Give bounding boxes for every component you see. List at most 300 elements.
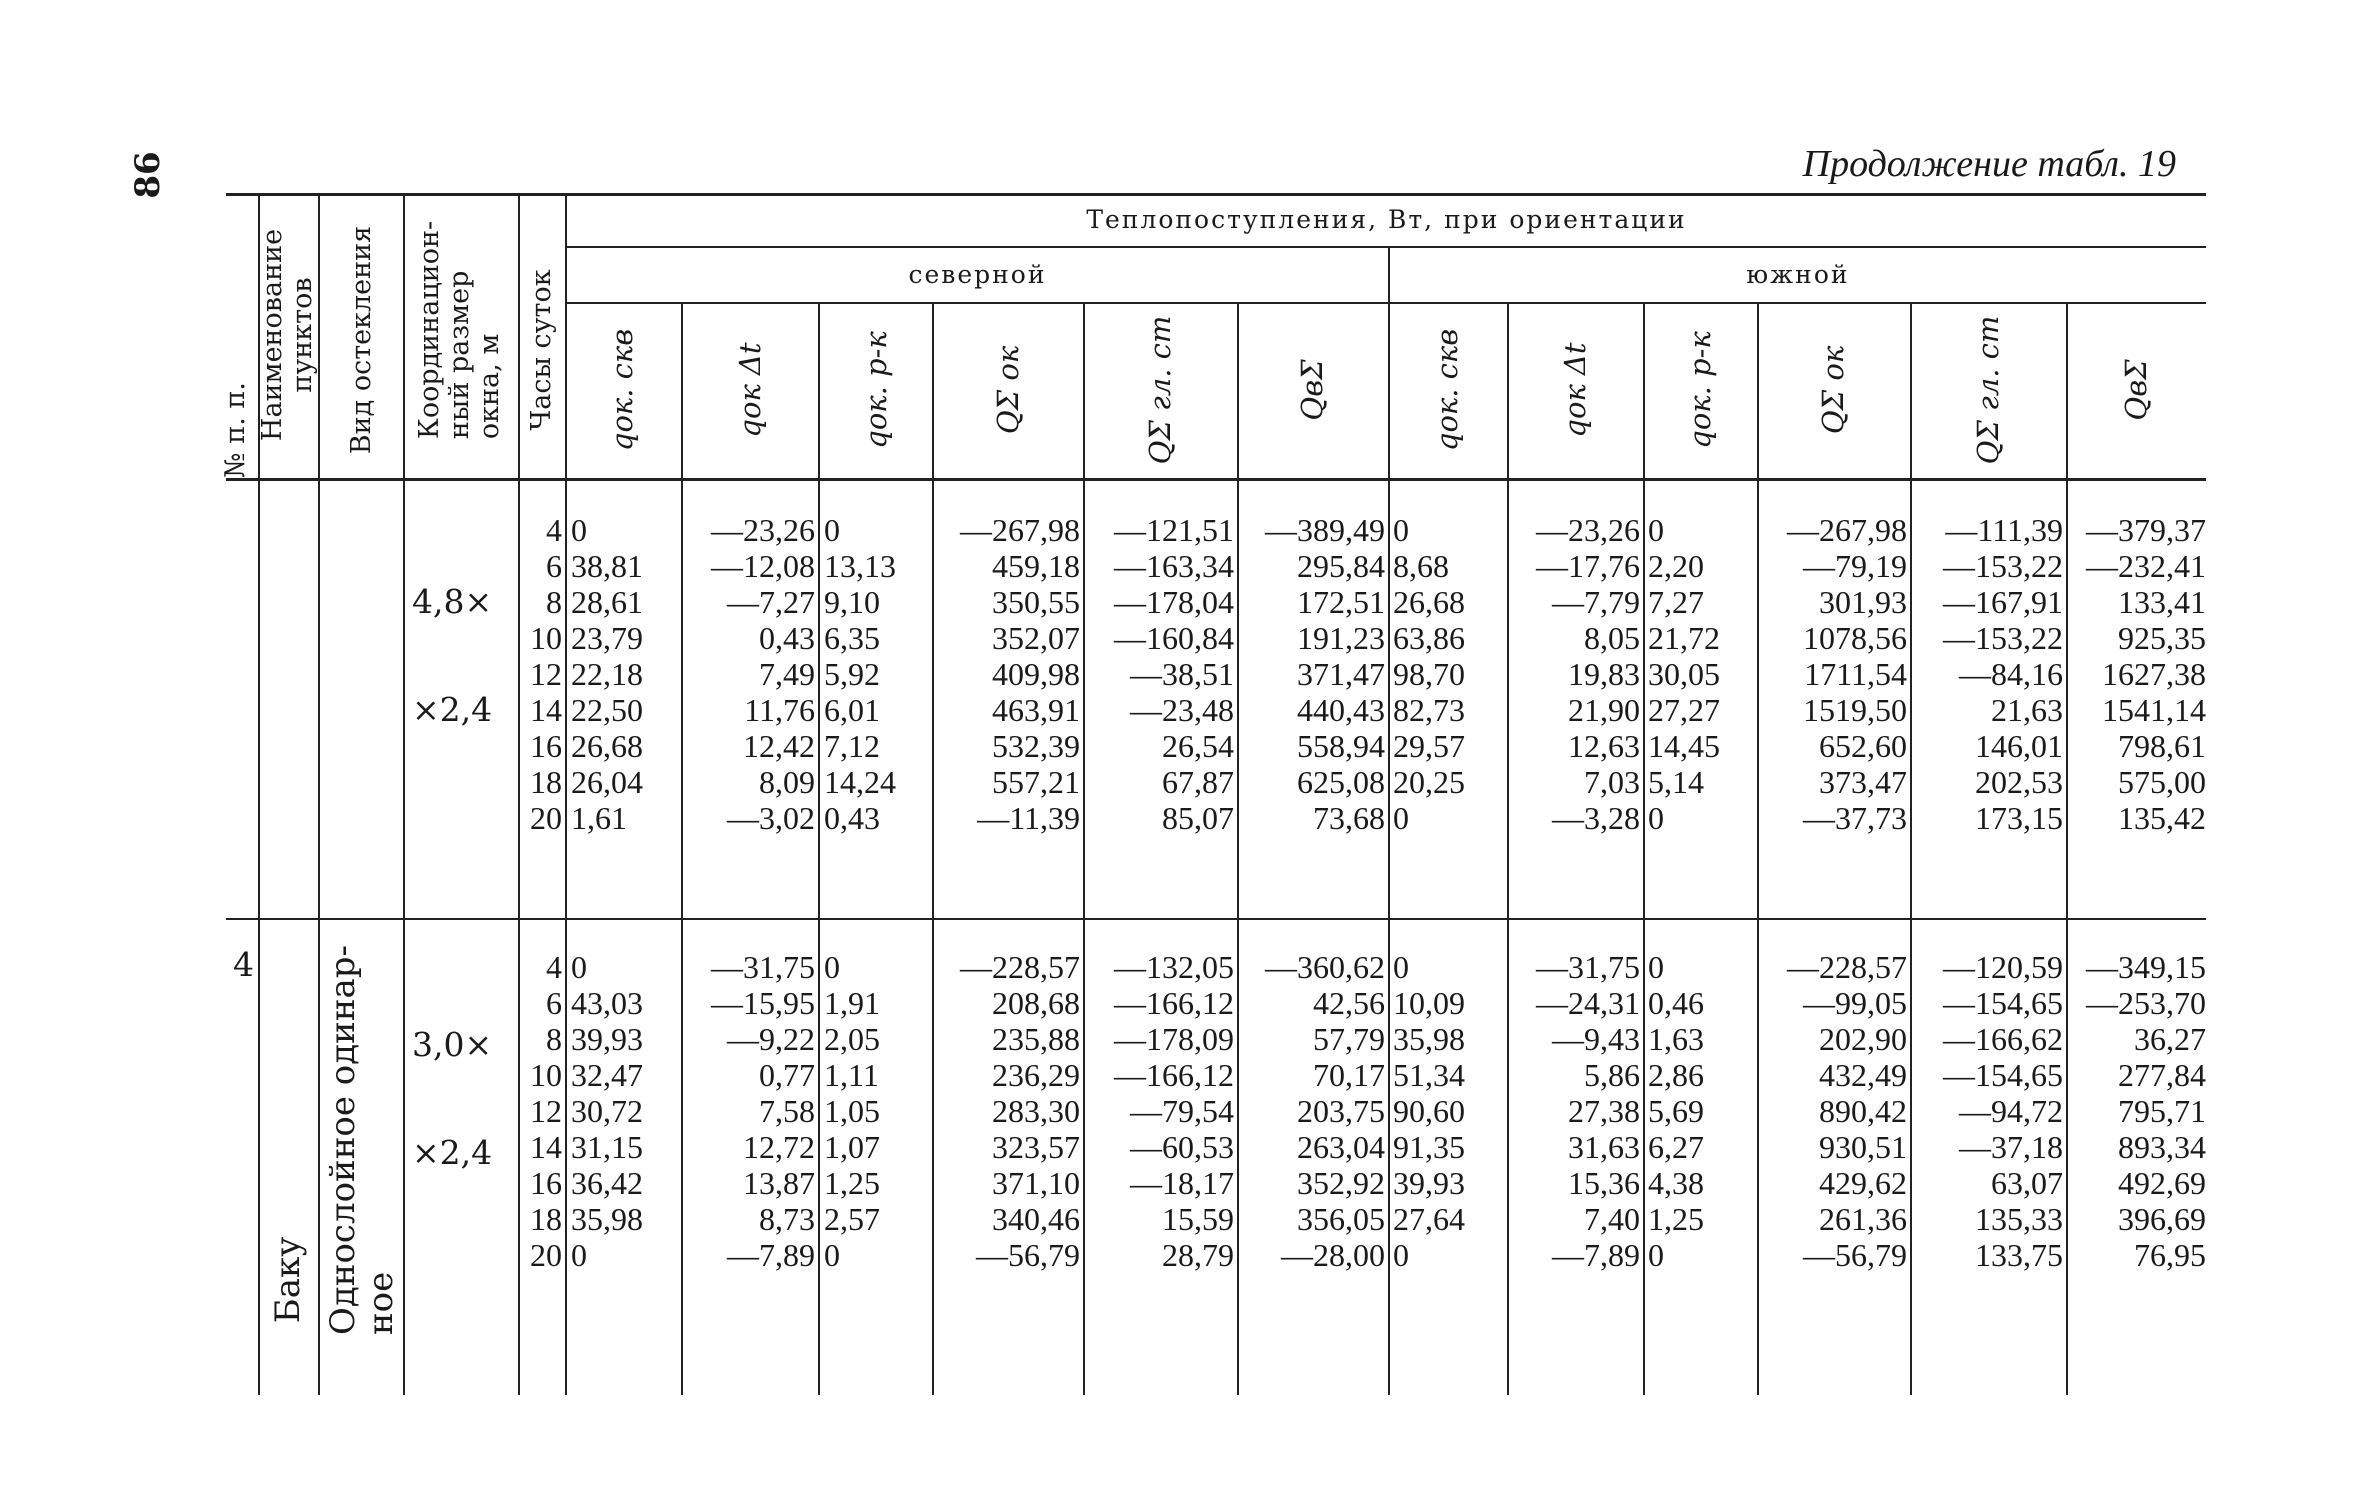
table-cell: 9,10 <box>824 584 880 620</box>
table-cell: 19,83 <box>1568 656 1640 692</box>
table-cell: 8,73 <box>759 1201 815 1237</box>
table-cell: —267,98 <box>1787 512 1907 548</box>
table-cell: 0 <box>1648 800 1664 836</box>
block2-north-q-rk-column <box>824 949 930 1273</box>
table-cell: 459,18 <box>992 548 1080 584</box>
block1-south-q-dt-column <box>1509 512 1640 836</box>
table-cell: 6 <box>546 985 562 1021</box>
table-cell: 396,69 <box>2118 1201 2206 1237</box>
header-q-skv-north: qок. скв <box>605 328 639 452</box>
block1-hours-column <box>518 512 562 836</box>
table-cell: 1541,14 <box>2102 692 2206 728</box>
block2-window-size <box>412 955 492 1207</box>
table-cell: 27,64 <box>1393 1201 1465 1237</box>
block1-north-q-gl-column <box>1085 512 1234 836</box>
table-cell: 492,69 <box>2118 1165 2206 1201</box>
table-cell: 1,63 <box>1648 1021 1704 1057</box>
table-cell: —7,89 <box>1552 1237 1640 1273</box>
continuation-title: Продолжение табл. 19 <box>1802 143 2176 185</box>
table-cell: 202,90 <box>1819 1021 1907 1057</box>
window-size-line: ×2,4 <box>412 690 493 729</box>
block1-south-q-gl-column <box>1912 512 2063 836</box>
table-cell: 12,42 <box>743 728 815 764</box>
header-north: северной <box>908 260 1047 289</box>
table-cell: 29,57 <box>1393 728 1465 764</box>
table-cell: —79,54 <box>1130 1093 1234 1129</box>
table-cell: —38,51 <box>1130 656 1234 692</box>
table-cell: 22,18 <box>571 656 643 692</box>
table-cell: 11,76 <box>744 692 815 728</box>
table-cell: 26,54 <box>1162 728 1234 764</box>
table-cell: 135,42 <box>2118 800 2206 836</box>
rule-between-blocks <box>226 918 2206 920</box>
vrule <box>318 193 320 1395</box>
header-name <box>258 229 318 441</box>
table-cell: 409,98 <box>992 656 1080 692</box>
table-cell: 23,79 <box>571 620 643 656</box>
table-cell: 7,03 <box>1584 764 1640 800</box>
table-cell: 26,68 <box>571 728 643 764</box>
table-cell: 26,68 <box>1393 584 1465 620</box>
table-cell: —23,26 <box>1536 512 1640 548</box>
table-cell: 133,41 <box>2118 584 2206 620</box>
table-cell: 0 <box>571 1237 587 1273</box>
table-cell: —56,79 <box>1803 1237 1907 1273</box>
block2-north-q-v-column <box>1239 949 1385 1273</box>
table-cell: 432,49 <box>1819 1057 1907 1093</box>
table-cell: 1,61 <box>571 800 627 836</box>
table-cell: 350,55 <box>992 584 1080 620</box>
table-cell: 295,84 <box>1297 548 1385 584</box>
table-cell: 2,05 <box>824 1021 880 1057</box>
table-cell: —60,53 <box>1130 1129 1234 1165</box>
rule-under-header <box>226 478 2206 481</box>
header-q-dt-south: qок Δt <box>1558 342 1592 438</box>
table-cell: 173,15 <box>1975 800 2063 836</box>
table-cell: 0 <box>1648 512 1664 548</box>
table-cell: 1627,38 <box>2102 656 2206 692</box>
block1-window-size <box>412 512 492 764</box>
block2-hours-column <box>518 949 562 1273</box>
table-cell: 798,61 <box>2118 728 2206 764</box>
table-cell: —12,08 <box>711 548 815 584</box>
table-cell: 652,60 <box>1819 728 1907 764</box>
table-cell: 12 <box>530 656 562 692</box>
table-cell: 6,35 <box>824 620 880 656</box>
rule-under-orientation <box>567 302 2206 304</box>
table-cell: 0 <box>824 1237 840 1273</box>
vrule <box>1388 246 1390 1395</box>
table-cell: 5,86 <box>1584 1057 1640 1093</box>
table-cell: 371,47 <box>1297 656 1385 692</box>
block2-south-q-dt-column <box>1509 949 1640 1273</box>
table-cell: 21,90 <box>1568 692 1640 728</box>
table-cell: —166,62 <box>1943 1021 2063 1057</box>
table-cell: 20 <box>530 1237 562 1273</box>
table-cell: 90,60 <box>1393 1093 1465 1129</box>
table-cell: —17,76 <box>1536 548 1640 584</box>
table-cell: 8,68 <box>1393 548 1449 584</box>
table-cell: 532,39 <box>992 728 1080 764</box>
block1-south-q-ok-column <box>1759 512 1907 836</box>
table-cell: 7,58 <box>759 1093 815 1129</box>
table-cell: 14,45 <box>1648 728 1720 764</box>
page-number: 86 <box>128 151 168 199</box>
table-cell: 0,77 <box>759 1057 815 1093</box>
table-cell: 2,57 <box>824 1201 880 1237</box>
table-cell: 70,17 <box>1313 1057 1385 1093</box>
header-Q-gl-south: QΣ гл. ст <box>1971 315 2005 465</box>
table-cell: 0 <box>1393 1237 1409 1273</box>
block2-south-q-gl-column <box>1912 949 2063 1273</box>
table-cell: 15,59 <box>1162 1201 1234 1237</box>
glazing-line: ное <box>361 1271 401 1336</box>
table-cell: —23,26 <box>711 512 815 548</box>
window-size-line: 3,0× <box>412 1025 493 1064</box>
table-cell: 1078,56 <box>1803 620 1907 656</box>
table-cell: —228,57 <box>960 949 1080 985</box>
block2-south-q-v-column <box>2068 949 2206 1273</box>
table-cell: —23,48 <box>1130 692 1234 728</box>
table-cell: 10 <box>530 620 562 656</box>
table-cell: 22,50 <box>571 692 643 728</box>
table-cell: 36,42 <box>571 1165 643 1201</box>
table-cell: 35,98 <box>1393 1021 1465 1057</box>
header-glazing: Вид остекления <box>346 225 377 455</box>
table-cell: 146,01 <box>1975 728 2063 764</box>
table-cell: 51,34 <box>1393 1057 1465 1093</box>
header-heat-gain: Теплопоступления, Вт, при ориентации <box>1086 205 1687 234</box>
table-cell: —11,39 <box>977 800 1080 836</box>
vrule <box>565 193 567 1395</box>
block2-south-q-skv-column <box>1393 949 1505 1273</box>
table-cell: 16 <box>530 1165 562 1201</box>
block2-south-q-rk-column <box>1648 949 1755 1273</box>
block1-south-q-rk-column <box>1648 512 1755 836</box>
table-cell: 10,09 <box>1393 985 1465 1021</box>
header-Q-v-north: QвΣ <box>1295 359 1329 421</box>
table-cell: 28,61 <box>571 584 643 620</box>
table-cell: —94,72 <box>1959 1093 2063 1129</box>
table-cell: 98,70 <box>1393 656 1465 692</box>
table-cell: 32,47 <box>571 1057 643 1093</box>
block2-north-q-gl-column <box>1085 949 1234 1273</box>
table-cell: 0 <box>1393 800 1409 836</box>
table-cell: 0,43 <box>759 620 815 656</box>
table-cell: 5,69 <box>1648 1093 1704 1129</box>
table-cell: 1,91 <box>824 985 880 1021</box>
header-window-size <box>415 221 505 439</box>
table-cell: 36,27 <box>2134 1021 2206 1057</box>
table-cell: 235,88 <box>992 1021 1080 1057</box>
table-cell: 191,23 <box>1297 620 1385 656</box>
table-cell: —154,65 <box>1943 1057 2063 1093</box>
table-cell: —28,00 <box>1281 1237 1385 1273</box>
table-cell: 30,05 <box>1648 656 1720 692</box>
table-cell: —79,19 <box>1803 548 1907 584</box>
table-cell: 43,03 <box>571 985 643 1021</box>
table-cell: 27,27 <box>1648 692 1720 728</box>
table-cell: —9,22 <box>727 1021 815 1057</box>
table-cell: 20 <box>530 800 562 836</box>
table-cell: —7,79 <box>1552 584 1640 620</box>
table-cell: —9,43 <box>1552 1021 1640 1057</box>
table-cell: 85,07 <box>1162 800 1234 836</box>
table-cell: 13,13 <box>824 548 896 584</box>
table-cell: —154,65 <box>1943 985 2063 1021</box>
window-size-line: ×2,4 <box>412 1133 493 1172</box>
table-cell: 7,49 <box>759 656 815 692</box>
block1-north-q-ok-column <box>934 512 1080 836</box>
table-cell: —166,12 <box>1114 1057 1234 1093</box>
table-cell: 35,98 <box>571 1201 643 1237</box>
table-cell: —232,41 <box>2086 548 2206 584</box>
header-q-skv-south: qок. скв <box>1430 328 1464 452</box>
table-cell: 208,68 <box>992 985 1080 1021</box>
table-cell: 0 <box>571 512 587 548</box>
table-cell: 356,05 <box>1297 1201 1385 1237</box>
table-cell: 557,21 <box>992 764 1080 800</box>
table-cell: —379,37 <box>2086 512 2206 548</box>
table-cell: 6 <box>546 548 562 584</box>
table-cell: 1,07 <box>824 1129 880 1165</box>
table-cell: —163,34 <box>1114 548 1234 584</box>
table-cell: 28,79 <box>1162 1237 1234 1273</box>
table-cell: 12,63 <box>1568 728 1640 764</box>
table-cell: 38,81 <box>571 548 643 584</box>
table-cell: 82,73 <box>1393 692 1465 728</box>
table-cell: 203,75 <box>1297 1093 1385 1129</box>
block2-north-q-skv-column <box>571 949 679 1273</box>
table-cell: 5,92 <box>824 656 880 692</box>
table-cell: 14 <box>530 692 562 728</box>
header-Q-ok-north: QΣ ок <box>991 345 1025 435</box>
table-cell: —178,09 <box>1114 1021 1234 1057</box>
table-cell: —132,05 <box>1114 949 1234 985</box>
table-cell: 27,38 <box>1568 1093 1640 1129</box>
header-num: № п. п. <box>220 382 251 478</box>
table-cell: 18 <box>530 1201 562 1237</box>
window-size-line: 4,8× <box>412 582 493 621</box>
table-cell: —31,75 <box>1536 949 1640 985</box>
table-cell: 1,11 <box>824 1057 879 1093</box>
table-cell: —56,79 <box>976 1237 1080 1273</box>
table-cell: 172,51 <box>1297 584 1385 620</box>
table-cell: 133,75 <box>1975 1237 2063 1273</box>
table-cell: 0 <box>1393 512 1409 548</box>
table-cell: 8,09 <box>759 764 815 800</box>
table-cell: 440,43 <box>1297 692 1385 728</box>
table-cell: 12,72 <box>743 1129 815 1165</box>
vrule <box>818 302 820 1395</box>
table-cell: 30,72 <box>571 1093 643 1129</box>
table-cell: —7,89 <box>727 1237 815 1273</box>
table-cell: 12 <box>530 1093 562 1129</box>
table-cell: 323,57 <box>992 1129 1080 1165</box>
table-cell: 277,84 <box>2118 1057 2206 1093</box>
table-cell: —160,84 <box>1114 620 1234 656</box>
table-cell: 18 <box>530 764 562 800</box>
header-name-line: Наименование <box>257 228 288 442</box>
table-cell: —37,73 <box>1803 800 1907 836</box>
table-cell: 7,40 <box>1584 1201 1640 1237</box>
header-window-line: окна, м <box>474 333 505 440</box>
header-Q-v-south: QвΣ <box>2119 359 2153 421</box>
table-cell: 373,47 <box>1819 764 1907 800</box>
table-cell: —153,22 <box>1943 548 2063 584</box>
table-cell: 63,07 <box>1991 1165 2063 1201</box>
table-cell: —18,17 <box>1130 1165 1234 1201</box>
table-cell: 7,12 <box>824 728 880 764</box>
rule-under-heat-gain <box>567 246 2206 248</box>
header-q-rk-south: qок. р-к <box>1683 331 1717 449</box>
table-cell: 429,62 <box>1819 1165 1907 1201</box>
header-Q-ok-south: QΣ ок <box>1816 345 1850 435</box>
table-cell: —121,51 <box>1114 512 1234 548</box>
header-window-line: ный размер <box>444 270 475 440</box>
table-cell: 2,86 <box>1648 1057 1704 1093</box>
table-cell: —166,12 <box>1114 985 1234 1021</box>
table-cell: 0 <box>824 949 840 985</box>
block2-glazing <box>324 945 400 1335</box>
table-cell: 0 <box>824 512 840 548</box>
table-cell: 63,86 <box>1393 620 1465 656</box>
table-cell: 8 <box>546 1021 562 1057</box>
block1-north-q-skv-column <box>571 512 679 836</box>
table-cell: 0 <box>1393 949 1409 985</box>
table-cell: 463,91 <box>992 692 1080 728</box>
table-cell: —167,91 <box>1943 584 2063 620</box>
vrule <box>1643 302 1645 1395</box>
block2-north-q-dt-column <box>683 949 815 1273</box>
table-cell: 352,07 <box>992 620 1080 656</box>
table-cell: 4,38 <box>1648 1165 1704 1201</box>
table-cell: 575,00 <box>2118 764 2206 800</box>
table-cell: 76,95 <box>2134 1237 2206 1273</box>
table-cell: 352,92 <box>1297 1165 1385 1201</box>
table-cell: 301,93 <box>1819 584 1907 620</box>
table-cell: 7,27 <box>1648 584 1704 620</box>
table-cell: —99,05 <box>1803 985 1907 1021</box>
table-cell: 1,25 <box>824 1165 880 1201</box>
table-cell: 263,04 <box>1297 1129 1385 1165</box>
table-cell: —389,49 <box>1265 512 1385 548</box>
block2-city-name: Баку <box>268 1236 308 1324</box>
table-cell: 39,93 <box>571 1021 643 1057</box>
table-cell: —3,28 <box>1552 800 1640 836</box>
table-cell: 6,01 <box>824 692 880 728</box>
table-cell: 14,24 <box>824 764 896 800</box>
table-cell: —15,95 <box>711 985 815 1021</box>
table-cell: —360,62 <box>1265 949 1385 985</box>
table-cell: 4 <box>546 512 562 548</box>
table-cell: 4 <box>546 949 562 985</box>
block2-north-q-ok-column <box>934 949 1080 1273</box>
block1-north-q-v-column <box>1239 512 1385 836</box>
table-cell: 21,72 <box>1648 620 1720 656</box>
table-cell: —178,04 <box>1114 584 1234 620</box>
header-q-dt-north: qок Δt <box>733 342 767 438</box>
table-cell: 39,93 <box>1393 1165 1465 1201</box>
table-cell: 57,79 <box>1313 1021 1385 1057</box>
table-cell: 6,27 <box>1648 1129 1704 1165</box>
table-cell: —24,31 <box>1536 985 1640 1021</box>
table-cell: 73,68 <box>1313 800 1385 836</box>
table-cell: 31,63 <box>1568 1129 1640 1165</box>
header-Q-gl-north: QΣ гл. ст <box>1143 315 1177 465</box>
table-cell: 0 <box>1648 949 1664 985</box>
header-q-rk-north: qок. р-к <box>859 331 893 449</box>
table-cell: 0 <box>1648 1237 1664 1273</box>
block2-south-q-ok-column <box>1759 949 1907 1273</box>
table-cell: 1711,54 <box>1804 656 1907 692</box>
table-cell: 91,35 <box>1393 1129 1465 1165</box>
table-cell: 26,04 <box>571 764 643 800</box>
header-window-line: Координацион- <box>414 220 445 440</box>
table-cell: 31,15 <box>571 1129 643 1165</box>
table-cell: 930,51 <box>1819 1129 1907 1165</box>
block1-north-q-dt-column <box>683 512 815 836</box>
table-cell: 1,25 <box>1648 1201 1704 1237</box>
table-cell: —84,16 <box>1959 656 2063 692</box>
table-cell: —37,18 <box>1959 1129 2063 1165</box>
table-cell: 14 <box>530 1129 562 1165</box>
table-cell: 10 <box>530 1057 562 1093</box>
table-cell: 15,36 <box>1568 1165 1640 1201</box>
table-cell: 42,56 <box>1313 985 1385 1021</box>
block2-number: 4 <box>233 945 254 984</box>
block1-south-q-v-column <box>2068 512 2206 836</box>
table-cell: 2,20 <box>1648 548 1704 584</box>
header-name-line: пунктов <box>287 277 318 393</box>
table-cell: —253,70 <box>2086 985 2206 1021</box>
table-cell: 135,33 <box>1975 1201 2063 1237</box>
table-cell: —267,98 <box>960 512 1080 548</box>
table-cell: 371,10 <box>992 1165 1080 1201</box>
table-cell: —111,39 <box>1945 512 2063 548</box>
table-cell: —228,57 <box>1787 949 1907 985</box>
table-cell: —3,02 <box>727 800 815 836</box>
header-south: южной <box>1746 260 1850 289</box>
table-cell: 283,30 <box>992 1093 1080 1129</box>
header-hours: Часы суток <box>526 269 557 431</box>
table-cell: 0,46 <box>1648 985 1704 1021</box>
table-cell: 925,35 <box>2118 620 2206 656</box>
table-cell: —153,22 <box>1943 620 2063 656</box>
table-cell: —120,59 <box>1943 949 2063 985</box>
table-cell: 261,36 <box>1819 1201 1907 1237</box>
table-cell: 21,63 <box>1991 692 2063 728</box>
table-cell: 1,05 <box>824 1093 880 1129</box>
vrule <box>403 193 405 1395</box>
table-cell: 5,14 <box>1648 764 1704 800</box>
table-cell: —7,27 <box>727 584 815 620</box>
table-cell: 202,53 <box>1975 764 2063 800</box>
table-cell: 558,94 <box>1297 728 1385 764</box>
block1-south-q-skv-column <box>1393 512 1505 836</box>
table-cell: 893,34 <box>2118 1129 2206 1165</box>
table-cell: 16 <box>530 728 562 764</box>
table-cell: 8,05 <box>1584 620 1640 656</box>
table-cell: 236,29 <box>992 1057 1080 1093</box>
table-cell: —349,15 <box>2086 949 2206 985</box>
table-cell: 625,08 <box>1297 764 1385 800</box>
glazing-line: Однослойное одинар- <box>323 944 363 1336</box>
table-cell: 13,87 <box>743 1165 815 1201</box>
table-cell: 890,42 <box>1819 1093 1907 1129</box>
table-cell: —31,75 <box>711 949 815 985</box>
table-cell: 0 <box>571 949 587 985</box>
